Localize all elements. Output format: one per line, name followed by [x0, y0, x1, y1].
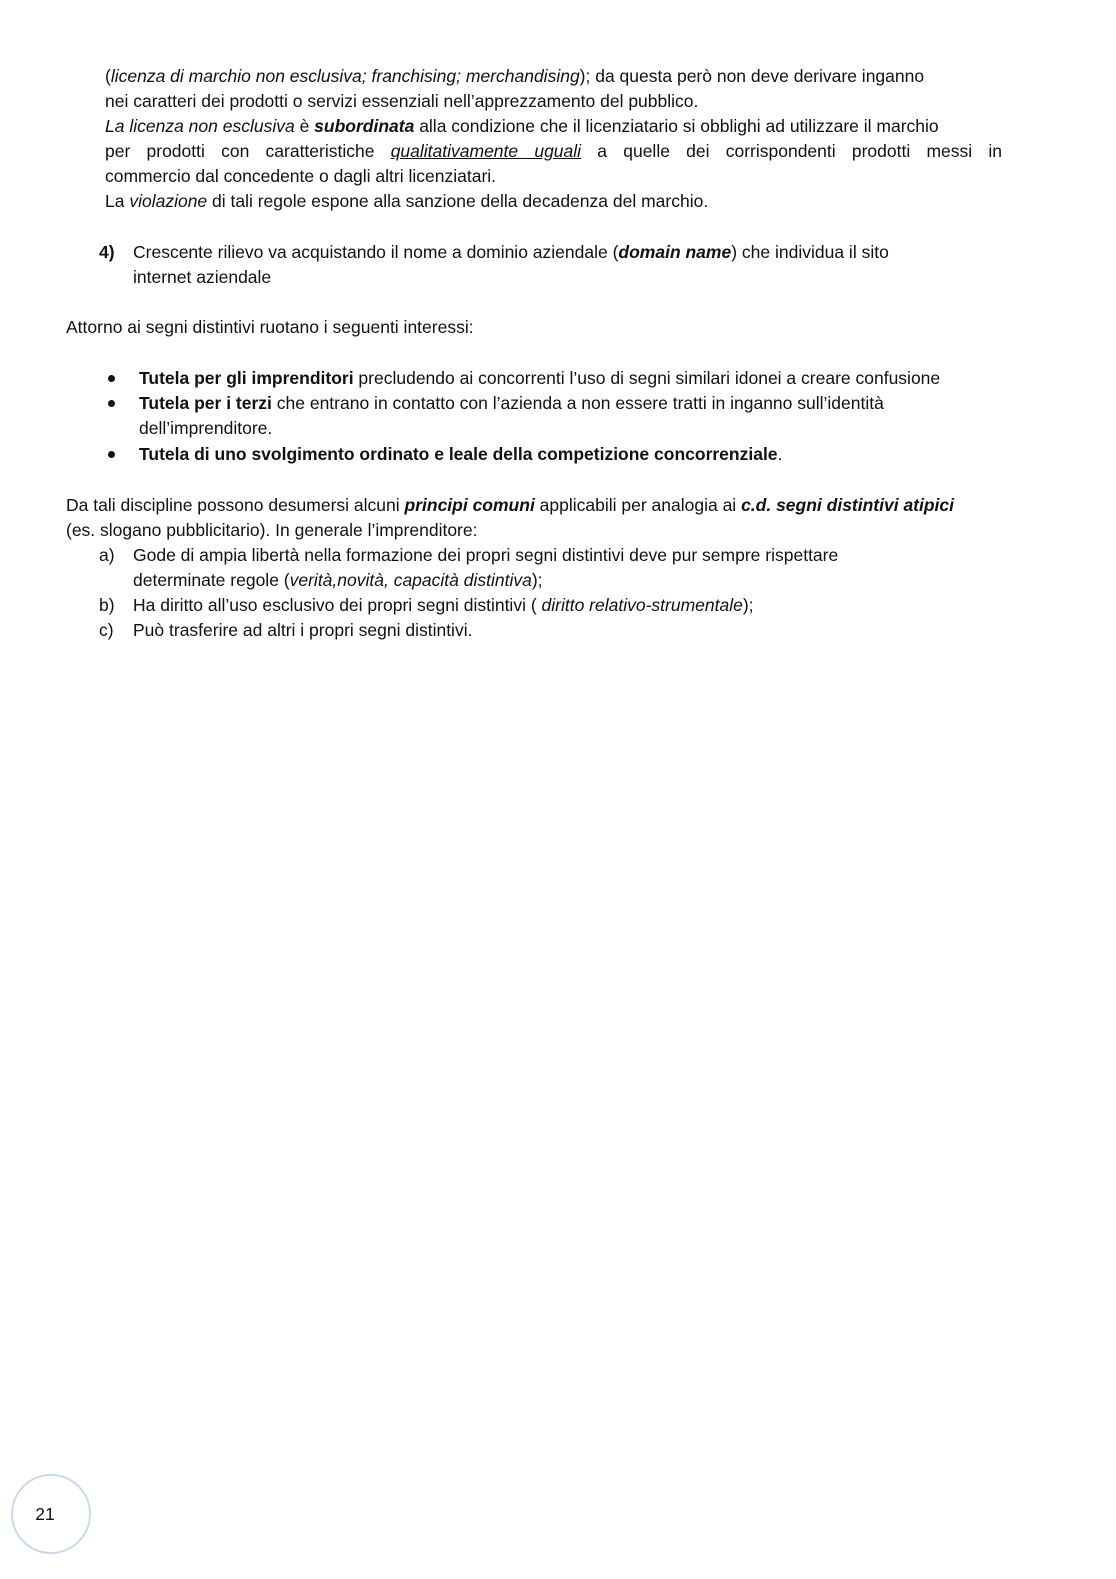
- italic-span: violazione: [129, 191, 208, 211]
- bullet-item-2: [139, 391, 884, 416]
- principi-comuni-bold: principi comuni: [404, 495, 535, 515]
- license-line-3: [105, 114, 939, 139]
- text-span: a quelle dei corrispondenti prodotti messi in: [597, 141, 1002, 161]
- principles-line-2: (es. slogano pubblicitario). In generale l’imprenditore:: [66, 520, 478, 540]
- page-number: 21: [35, 1503, 55, 1524]
- item-4-marker: 4): [99, 242, 115, 262]
- license-line-5: commercio dal concedente o dagli altri licenziatari.: [105, 166, 497, 186]
- text-span: La: [105, 191, 130, 211]
- text-span: che entrano in contatto con l’azienda a non essere tratti in inganno sull’identità: [271, 393, 884, 413]
- italic-span: La licenza non esclusiva: [105, 116, 295, 136]
- text-span: .: [777, 444, 783, 464]
- list-c-marker: c): [99, 620, 114, 640]
- text-span: precludendo ai concorrenti l’uso di segni similari idonei a creare confusione: [353, 368, 941, 388]
- domain-name-bold: domain name: [618, 242, 732, 262]
- list-a-line-2: [133, 568, 543, 593]
- italic-span: verità,novità, capacità distintiva: [289, 570, 532, 590]
- principles-line-1: [66, 493, 954, 518]
- list-a-marker: a): [99, 545, 115, 565]
- text-span: di tali regole espone alla sanzione della decadenza del marchio.: [207, 191, 709, 211]
- text-span: ); da questa però non deve derivare inganno: [579, 66, 925, 86]
- page-number-badge: [11, 1474, 91, 1554]
- license-line-2: nei caratteri dei prodotti o servizi essenziali nell’apprezzamento del pubblico.: [105, 91, 699, 111]
- list-b-line: [133, 593, 754, 618]
- text-span: Ha diritto all’uso esclusivo dei propri segni distintivi (: [133, 595, 542, 615]
- text-span: Da tali discipline possono desumersi alcuni: [66, 495, 405, 515]
- italic-span: diritto relativo-strumentale: [541, 595, 743, 615]
- license-line-1: (licenza di marchio non esclusiva; franchising; merchandising); da questa però non deve derivare inganno: [105, 66, 925, 86]
- underlined-italic-span: qualitativamente uguali: [390, 141, 582, 161]
- bullet-item-1: [139, 366, 940, 391]
- list-a-line-1: Gode di ampia libertà nella formazione dei propri segni distintivi deve pur sempre rispettare: [133, 545, 839, 565]
- license-line-6: [105, 189, 708, 214]
- text-span: Crescente rilievo va acquistando il nome a dominio aziendale (: [133, 242, 619, 262]
- segni-atipici-bold: c.d. segni distintivi atipici: [741, 495, 955, 515]
- bold-span: Tutela di uno svolgimento ordinato e leale della competizione concorrenziale: [139, 444, 778, 464]
- text-span: è: [294, 116, 315, 136]
- text-span: );: [531, 570, 543, 590]
- license-line-4: [105, 139, 1002, 164]
- bullet-dot: [108, 451, 115, 458]
- text-span: ) che individua il sito: [731, 242, 889, 262]
- interests-intro: Attorno ai segni distintivi ruotano i seguenti interessi:: [66, 317, 474, 337]
- license-types-italic: licenza di marchio non esclusiva; franchising; merchandising: [110, 66, 580, 86]
- text-span: per prodotti con caratteristiche: [105, 141, 375, 161]
- list-b-marker: b): [99, 595, 115, 615]
- item-4-line-2: internet aziendale: [133, 267, 272, 287]
- subordinata-bold: subordinata: [314, 116, 415, 136]
- item-4-line-1: [133, 240, 889, 265]
- bold-span: Tutela per i terzi: [139, 393, 272, 413]
- bullet-dot: [108, 400, 115, 407]
- list-c-line: Può trasferire ad altri i propri segni distintivi.: [133, 620, 473, 640]
- text-span: );: [742, 595, 754, 615]
- text-span: determinate regole (: [133, 570, 290, 590]
- bullet-item-3: [139, 442, 782, 467]
- bullet-dot: [108, 375, 115, 382]
- text-span: alla condizione che il licenziatario si obblighi ad utilizzare il marchio: [414, 116, 939, 136]
- bold-span: Tutela per gli imprenditori: [139, 368, 354, 388]
- text-span: applicabili per analogia ai: [534, 495, 742, 515]
- bullet-item-2-line-2: dell’imprenditore.: [139, 418, 273, 438]
